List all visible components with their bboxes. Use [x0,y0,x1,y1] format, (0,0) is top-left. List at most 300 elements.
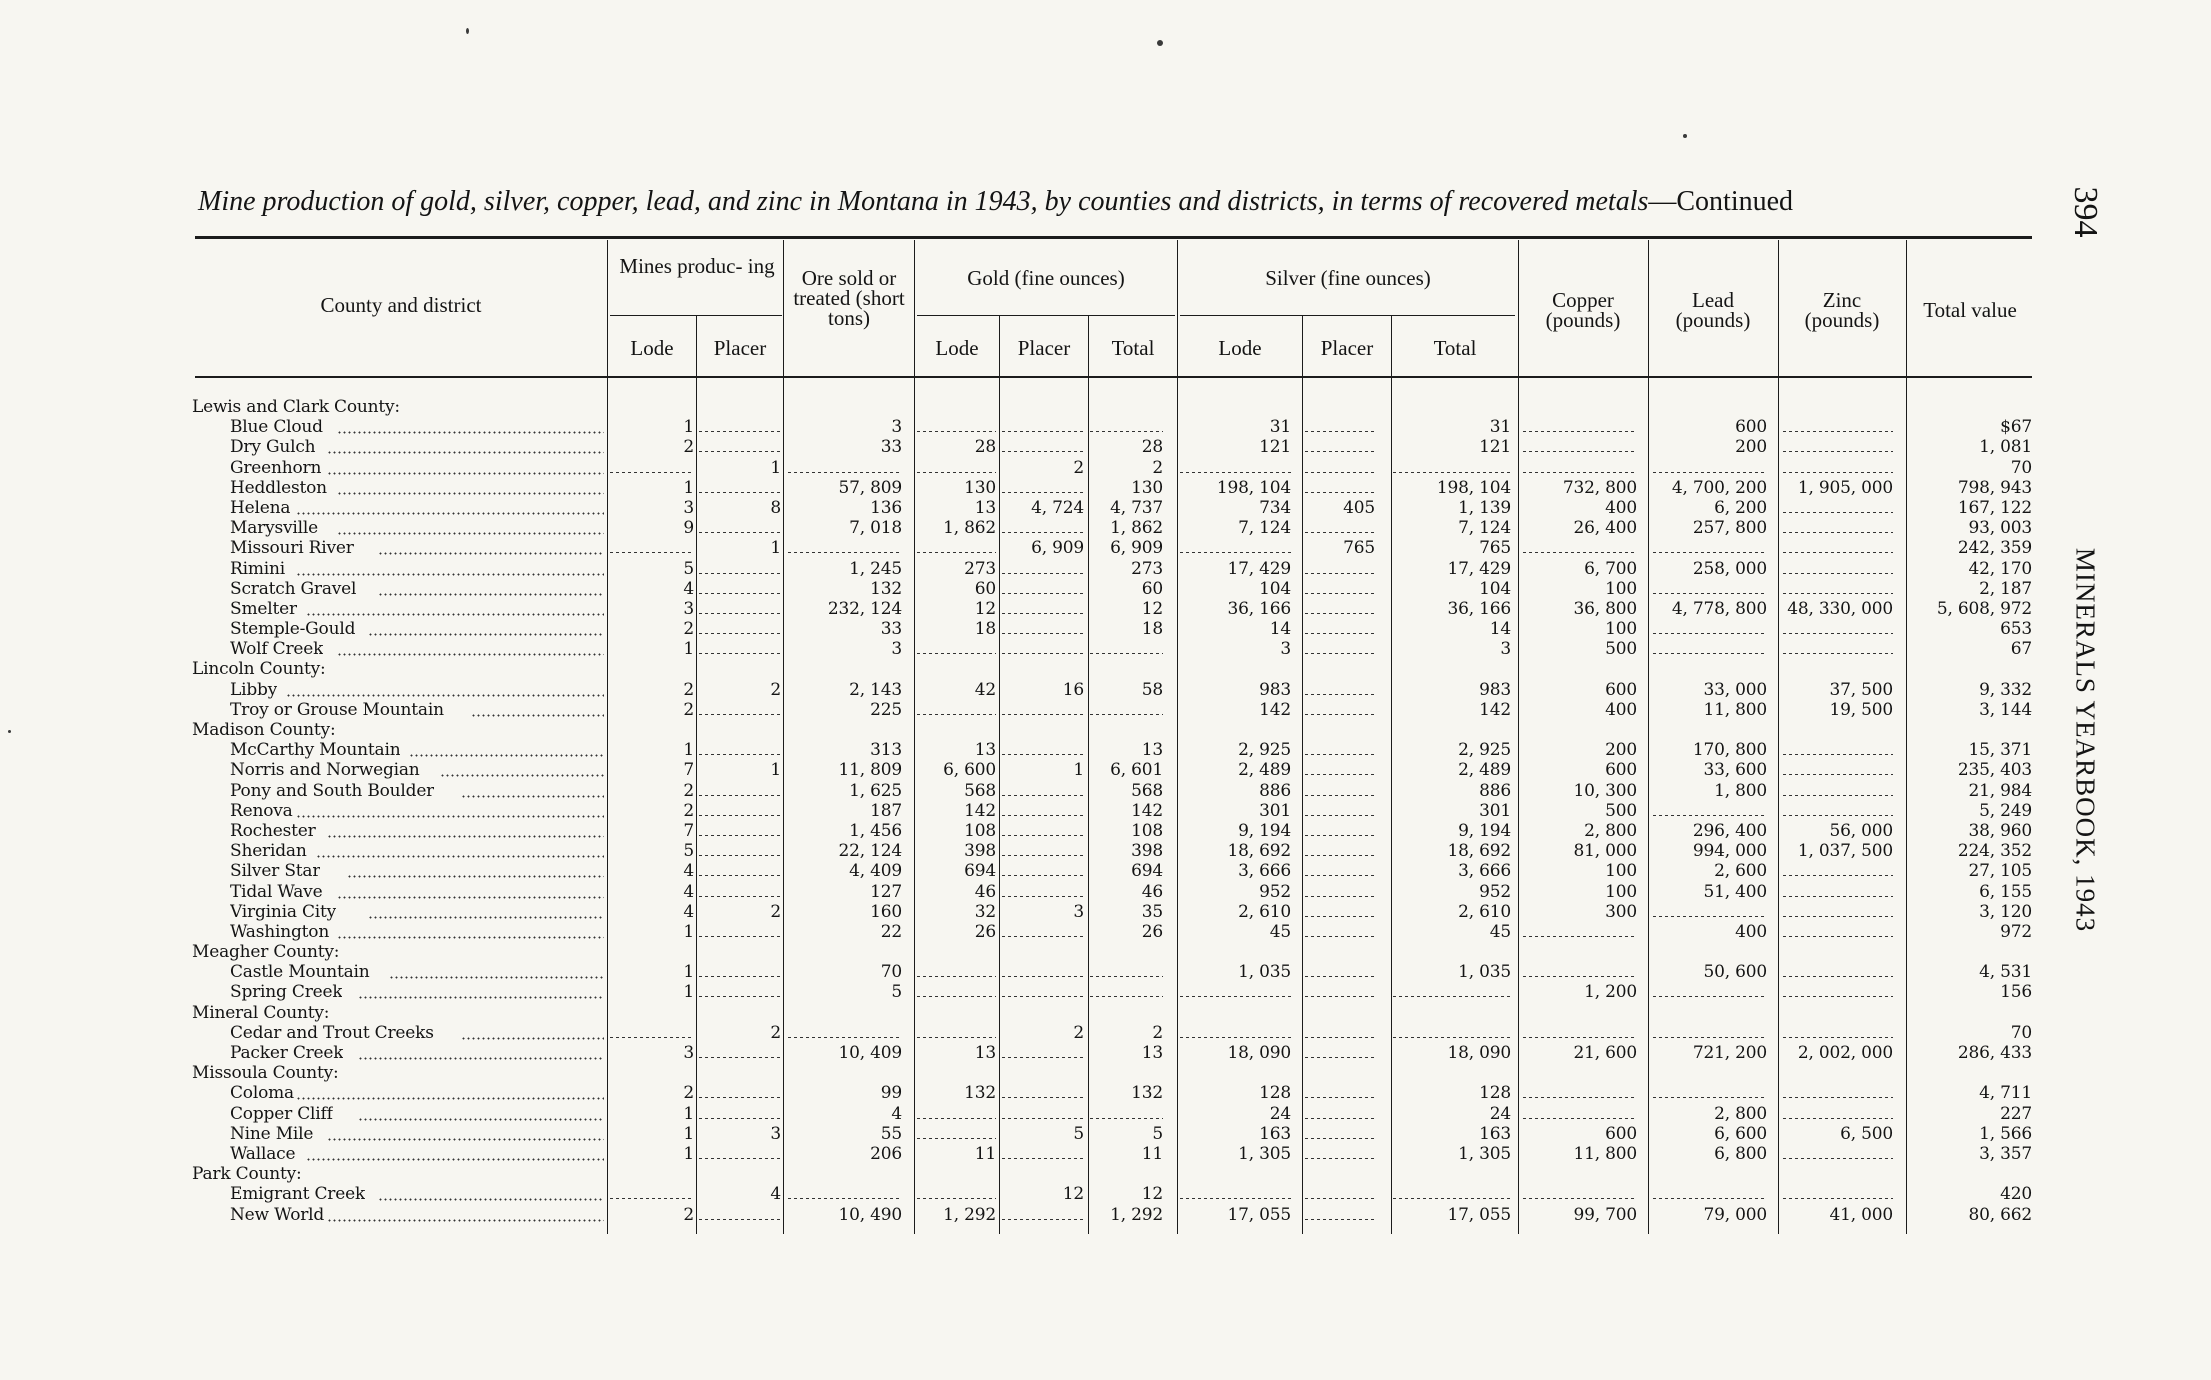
cell-lead: 994, 000 [1692,841,1767,862]
empty-cell-dashes [1523,417,1637,437]
header-county-district: County and district [320,293,482,317]
cell-mines-lode: 7 [683,760,694,781]
cell-silver-lode: 31 [1269,417,1291,438]
cell-lead: 200 [1735,437,1767,458]
dot-leader [378,538,604,558]
cell-gold-total: 12 [1141,598,1163,619]
table-body [192,397,2032,1225]
empty-cell-dashes [1305,1205,1375,1225]
dot-leader [440,760,604,780]
cell-gold-total: 18 [1141,619,1163,640]
empty-cell-dashes [1393,982,1511,1002]
cell-ore: 313 [870,740,902,761]
cell-zinc: 41, 000 [1829,1204,1893,1225]
table-row [192,579,2032,599]
table-row [192,538,2032,558]
county-name: Missoula County: [192,1063,339,1084]
table-row [192,619,2032,639]
empty-cell-dashes [1180,1184,1291,1204]
empty-cell-dashes [1305,922,1375,942]
district-name: Greenhorn [230,457,322,478]
cell-mines-lode: 3 [683,1043,694,1063]
cell-copper: 500 [1605,800,1637,821]
cell-mines-lode: 2 [683,699,694,720]
table-row [192,982,2032,1002]
empty-cell-dashes [699,801,781,821]
header-total-value: Total value [1923,298,2017,322]
cell-gold-lode: 568 [964,780,996,801]
cell-silver-total: 24 [1489,1103,1511,1124]
empty-cell-dashes [1653,458,1767,478]
empty-cell-dashes [699,1043,781,1063]
cell-silver-lode: 18, 090 [1227,1043,1291,1063]
empty-cell-dashes [1783,498,1893,518]
cell-lead: 6, 800 [1714,1143,1767,1164]
empty-cell-dashes [1002,982,1084,1002]
empty-cell-dashes [699,1205,781,1225]
empty-cell-dashes [1002,437,1084,457]
district-name: Rimini [230,558,285,579]
district-name: Norris and Norwegian [230,760,420,781]
cell-copper: 81, 000 [1573,841,1637,862]
empty-cell-dashes [1523,1184,1637,1204]
cell-mines-lode: 3 [683,497,694,518]
cell-gold-total: 132 [1131,1083,1163,1104]
empty-cell-dashes [1305,579,1375,599]
header-mines-placer: Placer [713,336,767,360]
table-row [192,1184,2032,1204]
empty-cell-dashes [1002,599,1084,619]
district-name: Tidal Wave [230,881,323,902]
cell-gold-lode: 46 [974,881,996,902]
cell-lead: 296, 400 [1692,820,1767,841]
dot-leader [327,1205,604,1225]
cell-gold-placer: 3 [1073,901,1084,922]
empty-cell-dashes [699,962,781,982]
cell-mines-lode: 5 [683,558,694,579]
empty-cell-dashes [1002,559,1084,579]
district-name: Silver Star [230,861,321,882]
empty-cell-dashes [1002,518,1084,538]
cell-silver-total: 17, 055 [1447,1204,1511,1225]
empty-cell-dashes [699,882,781,902]
empty-cell-dashes [699,559,781,579]
empty-cell-dashes [1002,1083,1084,1103]
empty-cell-dashes [1783,962,1893,982]
dot-leader [337,922,604,942]
cell-silver-lode: 104 [1259,578,1291,599]
table-row [192,781,2032,801]
empty-cell-dashes [699,821,781,841]
scan-speck [1683,134,1687,138]
district-name: Cedar and Trout Creeks [230,1022,434,1043]
cell-value: 1, 566 [1979,1123,2032,1144]
empty-cell-dashes [1305,821,1375,841]
cell-gold-lode: 132 [964,1083,996,1104]
empty-cell-dashes [788,1023,902,1043]
district-name: Copper Cliff [230,1103,333,1124]
empty-cell-dashes [1783,518,1893,538]
empty-cell-dashes [699,740,781,760]
cell-silver-total: 1, 035 [1458,962,1511,983]
cell-gold-total: 11 [1141,1143,1163,1164]
page-number: 394 [2067,186,2104,238]
cell-mines-lode: 1 [683,417,694,438]
empty-cell-dashes [1653,579,1767,599]
cell-silver-total: 3, 666 [1458,861,1511,882]
cell-mines-lode: 1 [683,962,694,983]
empty-cell-dashes [1523,1104,1637,1124]
header-bottom-rule [195,376,2032,378]
cell-value: 15, 371 [1968,740,2032,761]
cell-gold-total: 5 [1152,1123,1163,1144]
empty-cell-dashes [1180,982,1291,1002]
table-row [192,700,2032,720]
cell-gold-placer: 12 [1062,1184,1084,1205]
cell-value: 1, 081 [1979,437,2032,458]
cell-lead: 170, 800 [1692,740,1767,761]
cell-zinc: 19, 500 [1829,699,1893,720]
empty-cell-dashes [1653,639,1767,659]
empty-cell-dashes [1783,902,1893,922]
gold-group-rule [917,315,1175,316]
cell-copper: 99, 700 [1573,1204,1637,1225]
cell-silver-total: 45 [1489,921,1511,942]
cell-gold-lode: 12 [974,598,996,619]
district-name: Castle Mountain [230,962,370,983]
cell-silver-placer: 765 [1343,538,1375,559]
cell-value: 5, 608, 972 [1936,598,2032,619]
cell-value: 2, 187 [1979,578,2032,599]
empty-cell-dashes [1305,458,1375,478]
district-name: Washington [230,921,330,942]
cell-copper: 100 [1605,619,1637,640]
empty-cell-dashes [1305,740,1375,760]
empty-cell-dashes [699,478,781,498]
cell-gold-placer: 6, 909 [1031,538,1084,559]
empty-cell-dashes [610,1184,694,1204]
cell-copper: 1, 200 [1584,982,1637,1003]
cell-silver-total: 18, 692 [1447,841,1511,862]
table-row [192,1083,2032,1103]
empty-cell-dashes [1305,1144,1375,1164]
empty-cell-dashes [1180,538,1291,558]
table-row [192,1205,2032,1225]
cell-lead: 2, 600 [1714,861,1767,882]
cell-lead: 33, 000 [1703,679,1767,700]
cell-silver-total: 3 [1500,639,1511,660]
cell-silver-lode: 3 [1280,639,1291,660]
cell-silver-total: 2, 610 [1458,901,1511,922]
empty-cell-dashes [1653,982,1767,1002]
county-heading-row [192,1164,2032,1184]
empty-cell-dashes [1305,619,1375,639]
cell-value: 9, 332 [1979,679,2032,700]
empty-cell-dashes [1523,922,1637,942]
cell-silver-total: 983 [1479,679,1511,700]
cell-lead: 721, 200 [1692,1043,1767,1063]
dot-leader [358,1104,604,1124]
district-name: Libby [230,679,278,700]
cell-copper: 2, 800 [1584,820,1637,841]
empty-cell-dashes [917,700,996,720]
empty-cell-dashes [1393,1184,1511,1204]
empty-cell-dashes [1783,437,1893,457]
dot-leader [337,882,604,902]
cell-gold-total: 13 [1141,740,1163,761]
table-row [192,518,2032,538]
empty-cell-dashes [1002,781,1084,801]
empty-cell-dashes [1783,639,1893,659]
cell-silver-lode: 1, 305 [1238,1143,1291,1164]
empty-cell-dashes [1305,599,1375,619]
cell-zinc: 1, 905, 000 [1797,477,1893,498]
table-row [192,498,2032,518]
cell-silver-lode: 734 [1259,497,1291,518]
cell-ore: 57, 809 [838,477,902,498]
dot-leader [296,498,604,518]
cell-silver-total: 104 [1479,578,1511,599]
empty-cell-dashes [699,518,781,538]
dot-leader [327,458,604,478]
cell-value: 156 [2000,982,2032,1003]
table-row [192,740,2032,760]
cell-gold-lode: 60 [974,578,996,599]
dot-leader [378,1184,604,1204]
district-name: Missouri River [230,538,354,559]
district-name: Stemple-Gould [230,619,356,640]
cell-lead: 50, 600 [1703,962,1767,983]
empty-cell-dashes [1305,1184,1375,1204]
empty-cell-dashes [1393,1023,1511,1043]
cell-silver-lode: 14 [1269,619,1291,640]
header-gold-total: Total [1111,336,1155,360]
cell-silver-total: 2, 925 [1458,740,1511,761]
empty-cell-dashes [917,962,996,982]
cell-copper: 400 [1605,699,1637,720]
empty-cell-dashes [1090,962,1163,982]
empty-cell-dashes [699,417,781,437]
cell-copper: 6, 700 [1584,558,1637,579]
cell-gold-lode: 13 [974,740,996,761]
cell-silver-lode: 886 [1259,780,1291,801]
header-mines-producing: Mines produc- ing [619,254,775,278]
cell-value: $67 [2000,417,2032,438]
cell-gold-lode: 1, 292 [943,1204,996,1225]
dot-leader [337,478,604,498]
cell-value: 4, 531 [1979,962,2032,983]
empty-cell-dashes [1002,922,1084,942]
dot-leader [378,579,604,599]
cell-mines-lode: 4 [683,861,694,882]
cell-silver-lode: 952 [1259,881,1291,902]
table-row [192,1104,2032,1124]
header-gold-lode: Lode [935,336,979,360]
cell-gold-total: 568 [1131,780,1163,801]
cell-copper: 600 [1605,1123,1637,1144]
cell-silver-total: 1, 139 [1458,497,1511,518]
empty-cell-dashes [1305,1124,1375,1144]
empty-cell-dashes [699,599,781,619]
cell-ore: 3 [891,639,902,660]
district-name: Marysville [230,518,318,539]
table-row [192,821,2032,841]
table-row [192,882,2032,902]
dot-leader [471,700,604,720]
cell-ore: 33 [880,619,902,640]
county-name: Lincoln County: [192,659,326,680]
cell-gold-total: 1, 292 [1110,1204,1163,1225]
empty-cell-dashes [1523,437,1637,457]
cell-ore: 5 [891,982,902,1003]
empty-cell-dashes [699,781,781,801]
cell-mines-lode: 1 [683,982,694,1003]
empty-cell-dashes [1305,680,1375,700]
cell-gold-total: 4, 737 [1110,497,1163,518]
empty-cell-dashes [1783,781,1893,801]
cell-mines-lode: 1 [683,1103,694,1124]
cell-mines-lode: 1 [683,477,694,498]
cell-silver-lode: 17, 055 [1227,1204,1291,1225]
table-row [192,801,2032,821]
cell-gold-lode: 26 [974,921,996,942]
cell-copper: 100 [1605,578,1637,599]
cell-gold-lode: 130 [964,477,996,498]
empty-cell-dashes [1305,417,1375,437]
cell-value: 6, 155 [1979,881,2032,902]
cell-silver-placer: 405 [1343,497,1375,518]
cell-gold-total: 28 [1141,437,1163,458]
cell-value: 93, 003 [1968,518,2032,539]
header-mines-lode: Lode [630,336,674,360]
empty-cell-dashes [1002,861,1084,881]
cell-mines-lode: 2 [683,780,694,801]
cell-value: 4, 711 [1979,1083,2032,1104]
header-silver-lode: Lode [1218,336,1262,360]
dot-leader [368,902,604,922]
table-row [192,962,2032,982]
cell-ore: 206 [870,1143,902,1164]
empty-cell-dashes [610,458,694,478]
cell-silver-lode: 2, 610 [1238,901,1291,922]
empty-cell-dashes [1783,982,1893,1002]
cell-value: 972 [2000,921,2032,942]
cell-value: 42, 170 [1968,558,2032,579]
cell-gold-total: 273 [1131,558,1163,579]
county-heading-row [192,1063,2032,1083]
table-row [192,1124,2032,1144]
cell-value: 67 [2010,639,2032,660]
empty-cell-dashes [1002,1104,1084,1124]
cell-value: 3, 144 [1979,699,2032,720]
table-row [192,861,2032,881]
dot-leader [306,1144,604,1164]
empty-cell-dashes [1305,962,1375,982]
empty-cell-dashes [1090,639,1163,659]
empty-cell-dashes [699,1104,781,1124]
county-name: Meagher County: [192,942,340,963]
cell-zinc: 6, 500 [1840,1123,1893,1144]
empty-cell-dashes [917,982,996,1002]
dot-leader [286,680,604,700]
district-name: Rochester [230,820,316,841]
empty-cell-dashes [1783,882,1893,902]
dot-leader [296,1083,604,1103]
district-name: Troy or Grouse Mountain [230,699,444,720]
cell-copper: 400 [1605,497,1637,518]
header-silver: Silver (fine ounces) [1265,266,1431,290]
district-name: Coloma [230,1083,294,1104]
cell-value: 38, 960 [1968,820,2032,841]
empty-cell-dashes [1523,1083,1637,1103]
empty-cell-dashes [917,1023,996,1043]
cell-ore: 3 [891,417,902,438]
cell-silver-total: 7, 124 [1458,518,1511,539]
empty-cell-dashes [1305,1104,1375,1124]
empty-cell-dashes [917,639,996,659]
cell-mines-lode: 4 [683,881,694,902]
district-name: Nine Mile [230,1123,314,1144]
empty-cell-dashes [1305,902,1375,922]
cell-silver-total: 2, 489 [1458,760,1511,781]
empty-cell-dashes [1002,801,1084,821]
cell-ore: 11, 809 [838,760,902,781]
district-name: Packer Creek [230,1043,344,1063]
empty-cell-dashes [1002,882,1084,902]
cell-mines-placer: 2 [770,679,781,700]
cell-lead: 4, 778, 800 [1671,598,1767,619]
district-name: McCarthy Mountain [230,740,401,761]
cell-copper: 36, 800 [1573,598,1637,619]
empty-cell-dashes [1305,841,1375,861]
empty-cell-dashes [1393,458,1511,478]
cell-copper: 100 [1605,881,1637,902]
empty-cell-dashes [1305,1043,1375,1063]
cell-value: 5, 249 [1979,800,2032,821]
cell-silver-lode: 163 [1259,1123,1291,1144]
empty-cell-dashes [1653,538,1767,558]
cell-ore: 99 [880,1083,902,1104]
cell-gold-lode: 108 [964,820,996,841]
cell-silver-lode: 983 [1259,679,1291,700]
empty-cell-dashes [1002,417,1084,437]
empty-cell-dashes [1523,962,1637,982]
table-row [192,1023,2032,1043]
cell-mines-placer: 8 [770,497,781,518]
running-head: MINERALS YEARBOOK, 1943 [2070,547,2101,933]
empty-cell-dashes [1002,478,1084,498]
table-row [192,478,2032,498]
cell-gold-total: 142 [1131,800,1163,821]
empty-cell-dashes [1783,619,1893,639]
cell-gold-total: 1, 862 [1110,518,1163,539]
empty-cell-dashes [1783,579,1893,599]
cell-mines-lode: 2 [683,619,694,640]
dot-leader [337,518,604,538]
empty-cell-dashes [1653,1023,1767,1043]
cell-gold-lode: 694 [964,861,996,882]
cell-ore: 33 [880,437,902,458]
cell-mines-placer: 2 [770,901,781,922]
cell-ore: 127 [870,881,902,902]
district-name: Sheridan [230,841,307,862]
empty-cell-dashes [1783,1023,1893,1043]
district-name: Smelter [230,598,297,619]
table-row [192,902,2032,922]
county-heading-row [192,1003,2032,1023]
cell-mines-lode: 2 [683,1204,694,1225]
cell-mines-lode: 2 [683,679,694,700]
